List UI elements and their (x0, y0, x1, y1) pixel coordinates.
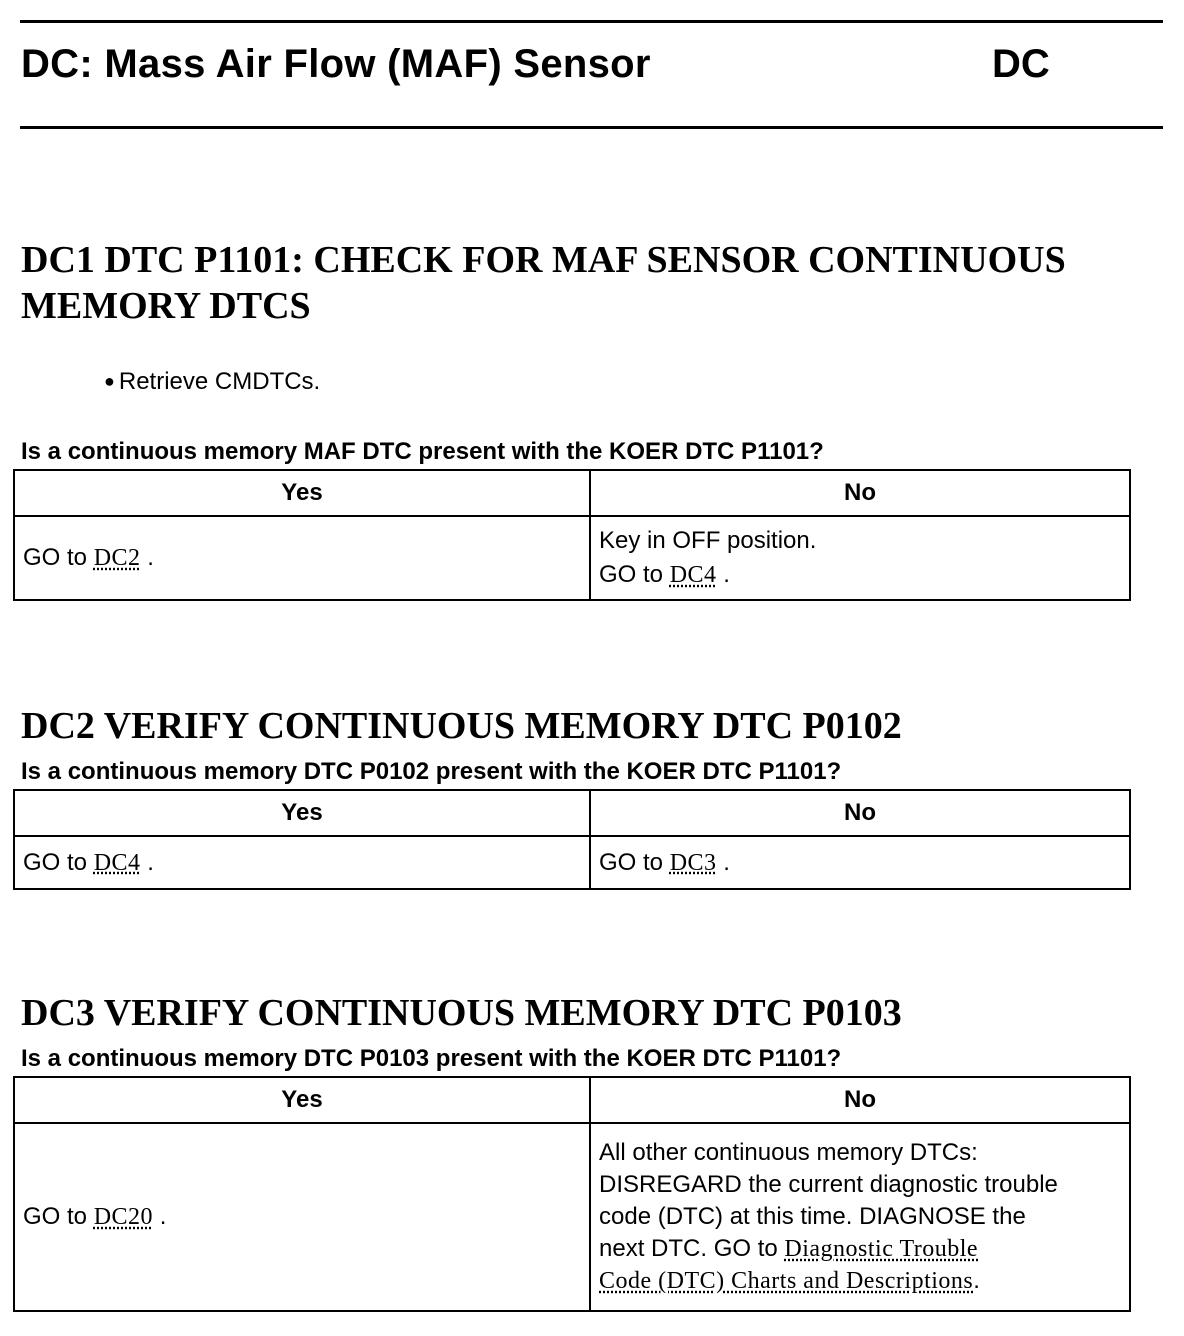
dc2-answer-row (14, 836, 1130, 889)
header-rule (20, 126, 1163, 129)
dc1-header-row (14, 470, 1130, 516)
top-rule (20, 20, 1163, 23)
period: . (973, 1267, 980, 1294)
goto-text: GO to (23, 544, 88, 571)
dc3-no-line: All other continuous memory DTCs: (599, 1139, 978, 1166)
dc1-heading: DC1 DTC P1101: CHECK FOR MAF SENSOR CONTINUOUS MEMORY DTCS (21, 239, 1066, 327)
yes-header: Yes (14, 790, 590, 836)
dc3-no-goto-cont (599, 1265, 1121, 1297)
dc1-question: Is a continuous memory MAF DTC present with the KOER DTC P1101? (21, 438, 824, 465)
dc1-bullet-text: Retrieve CMDTCs. (118, 368, 321, 395)
goto-text: GO to (599, 561, 664, 588)
dc3-header-row (14, 1077, 1130, 1123)
dc20-link[interactable]: DC20 (93, 1204, 154, 1230)
period: . (723, 848, 730, 876)
no-header: No (590, 1077, 1130, 1123)
dc2-question: Is a continuous memory DTC P0102 present with the KOER DTC P1101? (21, 758, 842, 785)
no-header: No (590, 790, 1130, 836)
dc3-yes-cell (14, 1123, 590, 1311)
period: . (723, 561, 730, 588)
goto-text: GO to (599, 848, 664, 876)
dc3-table (13, 1076, 1131, 1312)
dtc-charts-link-cont[interactable]: Code (DTC) Charts and Descriptions (599, 1268, 974, 1294)
dc1-no-goto (599, 558, 1121, 592)
period: . (147, 544, 154, 571)
dc3-no-goto (599, 1233, 1121, 1265)
dc3-no-line: code (DTC) at this time. DIAGNOSE the (599, 1203, 1026, 1230)
yes-header: Yes (14, 470, 590, 516)
goto-text: next DTC. GO to (599, 1235, 778, 1262)
dc2-no-cell (590, 836, 1130, 889)
page-code: DC (992, 42, 1050, 86)
dc2-yes-cell (14, 836, 590, 889)
no-header: No (590, 470, 1130, 516)
dc3-heading: DC3 VERIFY CONTINUOUS MEMORY DTC P0103 (21, 992, 902, 1034)
dc1-yes-cell (14, 516, 590, 600)
dtc-charts-link[interactable]: Diagnostic Trouble (784, 1236, 979, 1262)
dc1-no-instruction: Key in OFF position. (599, 527, 817, 554)
page-title: DC: Mass Air Flow (MAF) Sensor (21, 42, 651, 86)
dc3-no-line: DISREGARD the current diagnostic trouble (599, 1171, 1058, 1198)
dc2-table (13, 789, 1131, 890)
dc2-link[interactable]: DC2 (93, 545, 141, 571)
yes-header: Yes (14, 1077, 590, 1123)
goto-text: GO to (23, 1203, 88, 1230)
dc2-header-row (14, 790, 1130, 836)
bullet-icon: ● (104, 371, 115, 391)
dc3-question: Is a continuous memory DTC P0103 present with the KOER DTC P1101? (21, 1045, 842, 1072)
period: . (147, 848, 154, 876)
dc1-bullet (104, 368, 320, 396)
dc1-answer-row (14, 516, 1130, 600)
dc3-link[interactable]: DC3 (669, 849, 717, 876)
dc4-link[interactable]: DC4 (669, 562, 717, 588)
dc1-no-cell (590, 516, 1130, 600)
goto-text: GO to (23, 848, 88, 876)
dc3-no-cell (590, 1123, 1130, 1311)
dc3-answer-row (14, 1123, 1130, 1311)
period: . (159, 1203, 167, 1230)
dc2-heading: DC2 VERIFY CONTINUOUS MEMORY DTC P0102 (21, 705, 902, 747)
dc1-table (13, 469, 1131, 601)
dc4-link[interactable]: DC4 (93, 849, 141, 876)
